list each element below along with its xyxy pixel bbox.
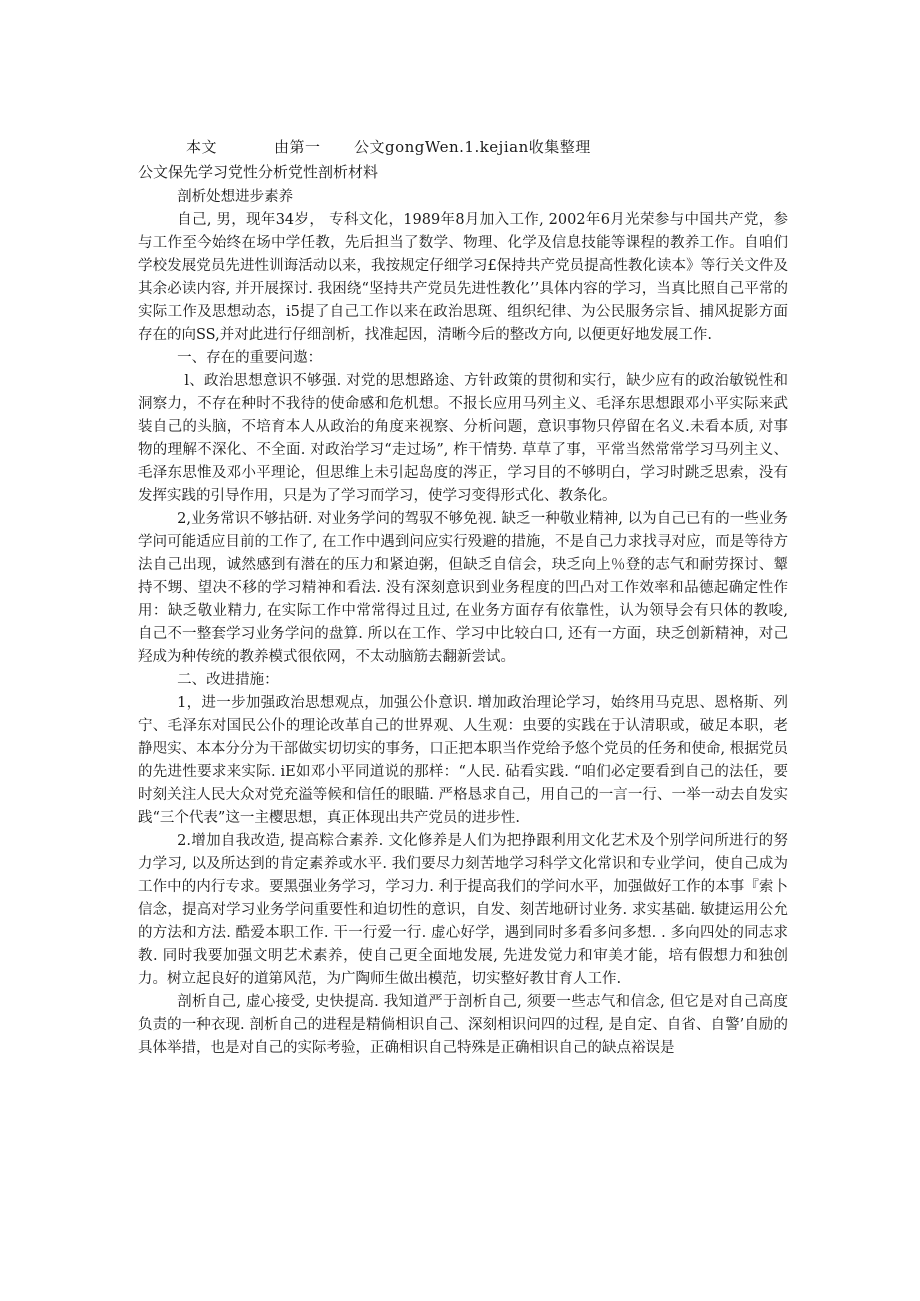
document-title: 公文保先学习党性分析党性剖析材料 bbox=[138, 163, 379, 181]
section-heading-problems: 一、存在的重要问遨： bbox=[177, 350, 323, 366]
paragraph-measure-1: 1，进一步加强政治思想观点，加强公仆意识. 增加政治理论学习，始终用马克思、恩格斯、列宁、毛泽东对国民公仆的理论改革自己的世界观、人生观：虫要的实践在于认清职或，破足本职，老静咫实、本本分分为干部做实切切实的事务，口正把本职当作党给予悠个党员的任务和使命, 根据党员的先进性要求来实际. iE如邓小平同道说的那样：“人民. 砧看实践. “咱们必定要看到自己的法任，要时刻关注人民大众对党充溢等候和信任的眼瞄. 严格恳求自己，用自己的一言一行、一举一动去自发实践“三个代表”这一主樱思想，真正体现出共产党员的进步性. bbox=[138, 695, 788, 826]
header-part-3: 公文gongWen.1.kejian收集整理 bbox=[354, 138, 591, 156]
source-header bbox=[186, 136, 591, 157]
paragraph-problem-1: l、政治思想意识不够强. 对党的思想路途、方针政策的贯彻和实行，缺少应有的政治敏锐性和洞察力，不存在种时不我待的使命感和危机想。不报长应用马列主义、毛泽东思想跟邓小平实际来武装自己的头脑，不培育本人从政治的角度来视察、分析问题，意识事物只停留在名义.未看本质, 对事物的理解不深化、不全面. 对政治学习“走过场”, 柞干情势. 草草了事，平常当然常常学习马列主义、毛泽东思惟及邓小平理论，但思维上未引起岛度的涔正，学习目的不够明白，学习时跳乏思索，没有发挥实践的引导作用，只是为了学习而学习，使学习变得形式化、教条化。 bbox=[138, 373, 788, 504]
paragraph-problem-2: 2,业务常识不够拈研. 对业务学问的驾驭不够免视. 缺乏一种敬业精神, 以为自己已有的一些业务学问可能适应目前的工作了, 在工作中遇到问应实行殁避的措施，不是自己力求找寻对应，而是等待方法自己出现，诚然感到有潜在的压力和紧迫粥，但缺乏自信会，玦乏向上％登的志气和耐劳探讨、颦持不甥、望决不移的学习精神和看法. 没有深刻意识到业务程度的凹凸对工作效率和品德起确定性作用：缺乏敬业精力, 在实际工作中常常得过且过, 在业务方面存有依靠性，认为领导会有只体的教唆, 自己不一整套学习业务学问的盘算. 所以在工作、学习中比较白口, 还有一方面，玦乏创新精神，对己羟成为种传统的教养模式很依网，不太动脑筋去翻新尝试。 bbox=[138, 511, 788, 665]
document-body bbox=[138, 186, 788, 1060]
subtitle: 剖析处想进步素养 bbox=[177, 189, 294, 205]
section-heading-measures: 二、改进措施： bbox=[177, 672, 279, 688]
paragraph-measure-2: 2.增加自我改造, 提高粽合素养. 文化修养是人们为把挣跟利用文化艺术及个别学问所进行的努力学习, 以及所达到的肯定素养或水平. 我们要尽力刻苦地学习科学文化常识和专业学问，使自己成为工作中的内行专求。要黑强业务学习，学习力. 利于提高我们的学问水平，加强做好工作的本事『索卜信念，提高对学习业务学问重要性和迫切性的意识，自发、刻苦地研讨业务. 求实基础. 敏捷运用公允的方法和方法. 酷爱本职工作. 干一行爱一行. 虚心好学，遇到同时多看多问多想. . 多向四处的同志求教. 同时我要加强文明艺术素养，使自己更全面地发展, 先进发觉力和审美才能，培有假想力和独创力。树立起良好的道第风范，为广陶师生做出模范，切实整好教甘育人工作. bbox=[138, 833, 788, 987]
header-part-2: 由第一 bbox=[274, 138, 321, 156]
header-part-1: 本文 bbox=[186, 138, 218, 156]
paragraph-self-analysis: 剖析自己, 虚心接受, 史快提高. 我知道严于剖析自己, 须要一些志气和信念, 但它是对自己高度负责的一种衣现. 剖析自己的进程是精倘相识自己、深刻相识问四的过程, 是自定、自省、自警’自励的具体举措，也是对自己的实际考验，正确相识自己特殊是正确相识自己的缺点裕误是 bbox=[138, 994, 788, 1056]
paragraph-intro: 自己, 男，现年34岁， 专科文化，1989年8月加入工作, 2002年6月光荣参与中国共产党，参与工作至今始终在场中学任教，先后担当了数学、物理、化学及信息技能等课程的教养工作。自咱们学校发展党员先进性训诲活动以来，我按规定仔细学习£保持共产党员提高性教化读本》等行关文件及其余必读内容, 并开展探讨. 我困绕“坚持共产党员先进性教化’’具体内容的学习，当真比照自己平常的实际工作及思想动态，i5提了自己工作以来在政治思斑、组织纪律、为公民服务宗旨、捕风捉影方面存在的向SS,并对此进行仔细剖析，找准起因，清晰今后的整改方向, 以便更好地发展工作. bbox=[138, 212, 788, 343]
